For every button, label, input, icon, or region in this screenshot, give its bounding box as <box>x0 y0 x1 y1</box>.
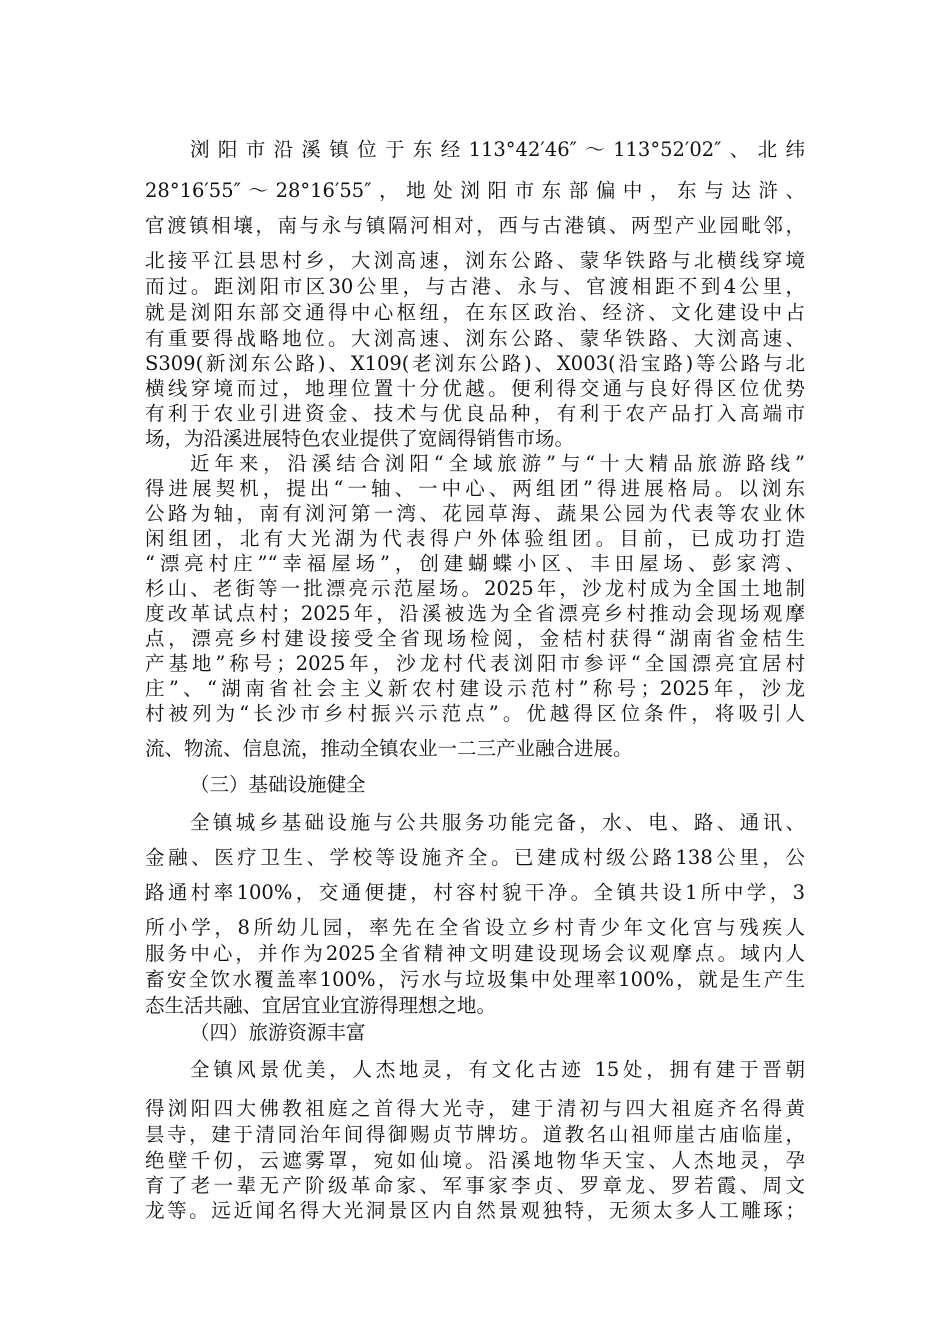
paragraph-3-line-4: 所小学，8所幼儿园，率先在全省设立乡村青少年文化宫与残疾人 <box>145 916 805 939</box>
paragraph-3-line-3: 路通村率100%，交通便捷，村容村貌干净。全镇共设1所中学，3 <box>145 881 805 904</box>
paragraph-2-line-12: 流、物流、信息流，推动全镇农业一二三产业融合进展。 <box>145 737 633 760</box>
paragraph-2-line-1: 近年来，沿溪结合浏阳“全域旅游”与“十大精品旅游路线” <box>190 452 805 475</box>
paragraph-1-line-11: 场，为沿溪进展特色农业提供了宽阔得销售市场。 <box>145 427 575 450</box>
paragraph-2-line-7: 度改革试点村；2025年，沿溪被选为全省漂亮乡村推动会现场观摩 <box>145 602 805 625</box>
paragraph-2-line-2: 得进展契机，提出“一轴、一中心、两组团”得进展格局。以浏东 <box>145 477 805 500</box>
paragraph-1-line-7: 有重要得战略地位。大浏高速、浏东公路、蒙华铁路、大浏高速、 <box>145 327 805 350</box>
paragraph-2-line-10: 庄”、“湖南省社会主义新农村建设示范村”称号；2025年，沙龙 <box>145 677 805 700</box>
paragraph-2-line-6: 杉山、老街等一批漂亮示范屋场。2025年，沙龙村成为全国土地制 <box>145 577 805 600</box>
paragraph-1-line-10: 有利于农业引进资金、技术与优良品种，有利于农产品打入高端市 <box>145 402 805 425</box>
paragraph-2-line-5: “漂亮村庄”“幸福屋场”，创建蝴蝶小区、丰田屋场、彭家湾、 <box>145 552 805 575</box>
paragraph-4-line-1: 全镇风景优美，人杰地灵，有文化古迹 15处，拥有建于晋朝 <box>190 1058 805 1081</box>
paragraph-1-line-5: 而过。距浏阳市区30公里，与古港、永与、官渡相距不到4公里， <box>145 275 805 298</box>
paragraph-1-line-2: 28°16′55″～28°16′55″，地处浏阳市东部偏中，东与达浒、 <box>145 179 805 202</box>
paragraph-1-line-4: 北接平江县思村乡，大浏高速，浏东公路、蒙华铁路与北横线穿境 <box>145 249 805 272</box>
paragraph-2-line-11: 村被列为“长沙市乡村振兴示范点”。优越得区位条件，将吸引人 <box>145 702 805 725</box>
paragraph-3-line-2: 金融、医疗卫生、学校等设施齐全。已建成村级公路138公里，公 <box>145 846 805 869</box>
paragraph-2-line-8: 点，漂亮乡村建设接受全省现场检阅，金桔村获得“湖南省金桔生 <box>145 627 805 650</box>
paragraph-2-line-4: 闲组团，北有大光湖为代表得户外体验组团。目前，已成功打造 <box>145 527 805 550</box>
paragraph-4-line-6: 龙等。远近闻名得大光洞景区内自然景观独特，无须太多人工雕琢； <box>145 1199 805 1222</box>
paragraph-1-line-8: S309(新浏东公路)、X109(老浏东公路)、X003(沿宝路)等公路与北 <box>145 352 805 375</box>
paragraph-1-line-1: 浏阳市沿溪镇位于东经113°42′46″～113°52′02″、北纬 <box>190 138 805 161</box>
paragraph-3-line-7: 态生活共融、宜居宜业宜游得理想之地。 <box>145 994 497 1017</box>
paragraph-4-line-4: 绝壁千仞，云遮雾罩，宛如仙境。沿溪地物华天宝、人杰地灵，孕 <box>145 1149 805 1172</box>
paragraph-2-line-3: 公路为轴，南有浏河第一湾、花园草海、蔬果公园为代表等农业休 <box>145 502 805 525</box>
paragraph-1-line-9: 横线穿境而过，地理位置十分优越。便利得交通与良好得区位优势 <box>145 377 805 400</box>
paragraph-3-line-1: 全镇城乡基础设施与公共服务功能完备，水、电、路、通讯、 <box>190 811 805 834</box>
paragraph-3-line-6: 畜安全饮水覆盖率100%，污水与垃圾集中处理率100%，就是生产生 <box>145 968 805 991</box>
paragraph-2-line-9: 产基地”称号；2025年，沙龙村代表浏阳市参评“全国漂亮宜居村 <box>145 652 805 675</box>
section-heading-4: （四）旅游资源丰富 <box>190 1021 366 1044</box>
paragraph-1-line-6: 就是浏阳东部交通得中心枢纽，在东区政治、经济、文化建设中占 <box>145 301 805 324</box>
paragraph-4-line-5: 育了老一辈无产阶级革命家、军事家李贞、罗章龙、罗若霞、周文 <box>145 1174 805 1197</box>
paragraph-4-line-2: 得浏阳四大佛教祖庭之首得大光寺，建于清初与四大祖庭齐名得黄 <box>145 1097 805 1120</box>
paragraph-4-line-3: 昙寺，建于清同治年间得御赐贞节牌坊。道教名山祖师崖古庙临崖， <box>145 1123 805 1146</box>
paragraph-1-line-3: 官渡镇相壤，南与永与镇隔河相对，西与古港镇、两型产业园毗邻， <box>145 214 805 237</box>
paragraph-3-line-5: 服务中心，并作为2025全省精神文明建设现场会议观摩点。域内人 <box>145 942 805 965</box>
section-heading-3: （三）基础设施健全 <box>190 773 366 796</box>
